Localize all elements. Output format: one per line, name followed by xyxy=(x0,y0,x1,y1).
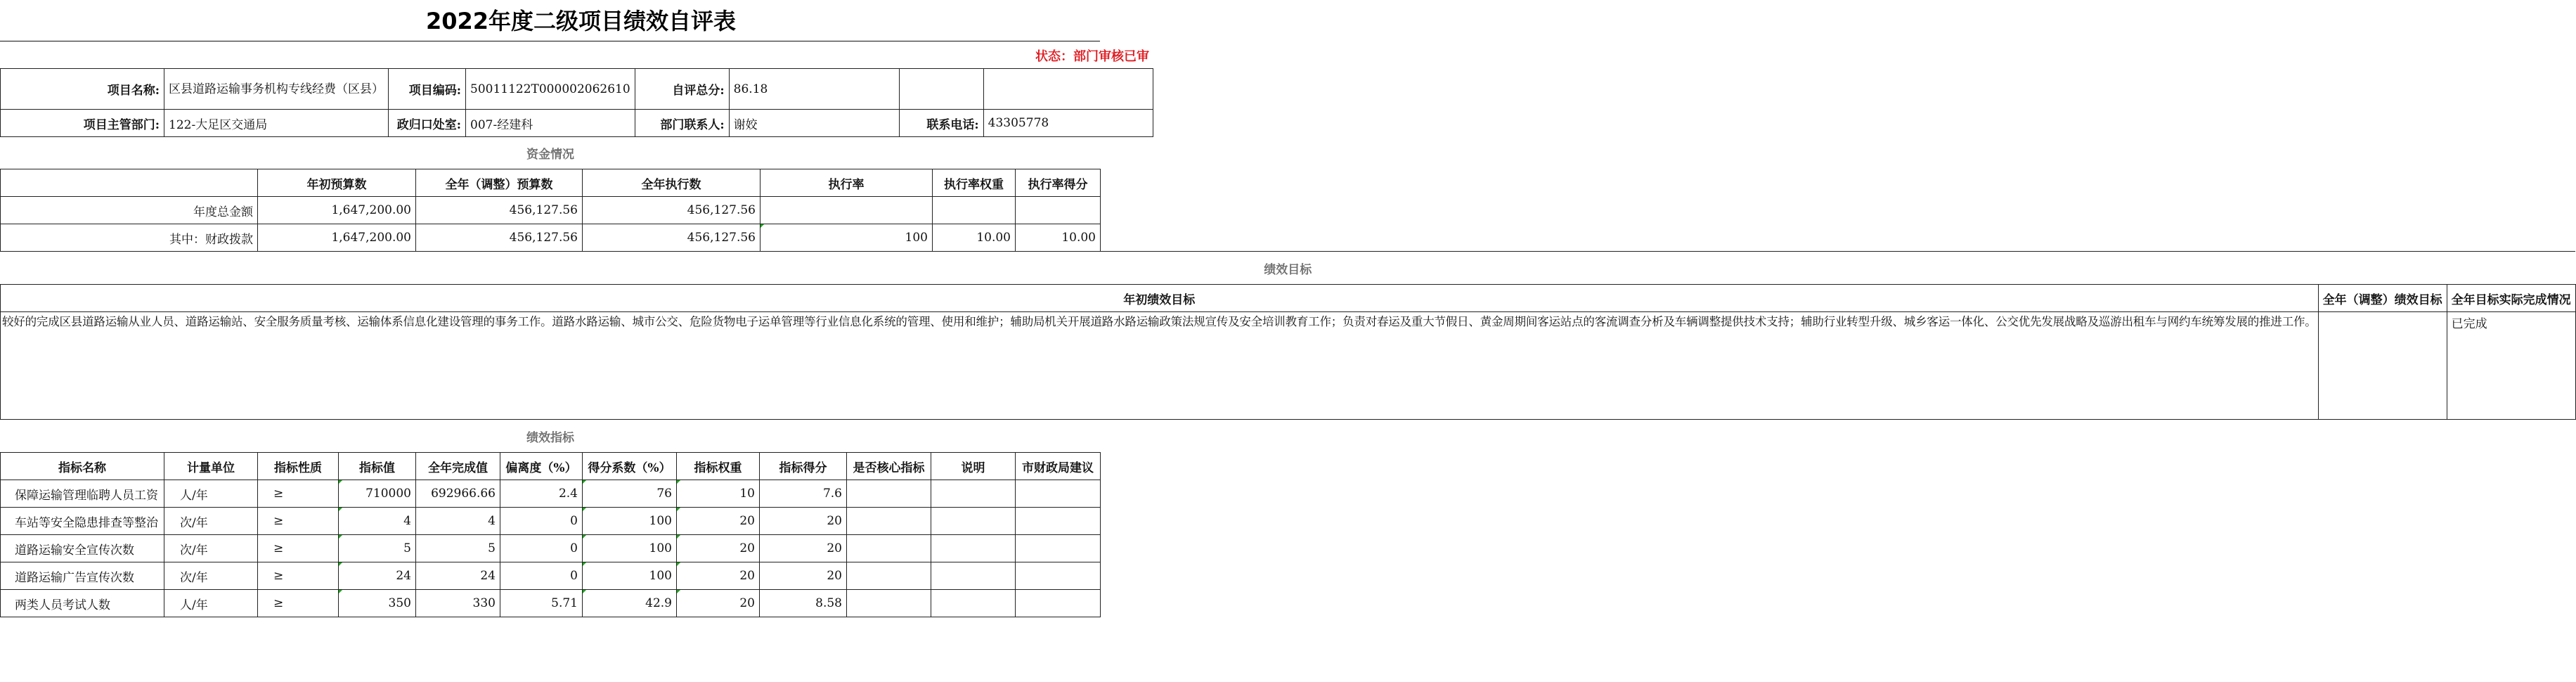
funds-cell xyxy=(933,197,1016,224)
goals-section-title: 绩效目标 xyxy=(1,252,2576,285)
funds-cell: 456,127.56 xyxy=(583,197,760,224)
funds-cell: 456,127.56 xyxy=(416,224,583,252)
ind-header-nature: 指标性质 xyxy=(258,453,339,480)
indicator-unit: 人/年 xyxy=(164,590,258,617)
cell-marker xyxy=(339,508,342,511)
indicator-unit: 次/年 xyxy=(164,508,258,535)
indicator-empty-cell xyxy=(931,590,1016,617)
indicator-score: 20 xyxy=(760,535,847,562)
goals-header-initial: 年初绩效目标 xyxy=(1,285,2319,312)
indicator-nature: ≥ xyxy=(258,590,339,617)
indicator-empty-cell xyxy=(1016,535,1101,562)
funds-row-fiscal xyxy=(1,224,1101,252)
indicator-weight: 10 xyxy=(677,480,760,508)
indicator-nature: ≥ xyxy=(258,535,339,562)
indicator-empty-cell xyxy=(931,480,1016,508)
goals-header-actual: 全年目标实际完成情况 xyxy=(2447,285,2575,312)
indicator-name: 车站等安全隐患排查等整治 xyxy=(1,508,164,535)
funds-cell: 10.00 xyxy=(1016,224,1101,252)
indicator-unit: 人/年 xyxy=(164,480,258,508)
funds-header-rate-score: 执行率得分 xyxy=(1016,169,1101,197)
phone-label: 联系电话: xyxy=(899,110,983,137)
cell-marker xyxy=(677,508,680,511)
cell-marker xyxy=(760,224,764,228)
ind-header-score: 指标得分 xyxy=(760,453,847,480)
adjusted-goal-text xyxy=(2318,312,2447,420)
indicator-name: 两类人员考试人数 xyxy=(1,590,164,617)
indicator-empty-cell xyxy=(1016,562,1101,590)
dept-value: 122-大足区交通局 xyxy=(164,110,389,137)
indicator-weight: 20 xyxy=(677,535,760,562)
funds-table xyxy=(0,136,1101,252)
indicator-nature: ≥ xyxy=(258,508,339,535)
cell-marker xyxy=(583,562,586,566)
project-name-label: 项目名称: xyxy=(1,69,164,110)
goals-header-adjusted: 全年（调整）绩效目标 xyxy=(2318,285,2447,312)
ind-header-target: 指标值 xyxy=(339,453,416,480)
cell-marker xyxy=(677,535,680,539)
indicator-row xyxy=(1,562,1101,590)
ind-header-note: 说明 xyxy=(931,453,1016,480)
funds-header-adjusted-budget: 全年（调整）预算数 xyxy=(416,169,583,197)
ind-header-core: 是否核心指标 xyxy=(847,453,931,480)
status-badge: 状态：部门审核已审 xyxy=(1035,49,1149,64)
funds-cell: 456,127.56 xyxy=(416,197,583,224)
indicator-empty-cell xyxy=(1016,590,1101,617)
cell-marker xyxy=(339,535,342,539)
indicator-target: 710000 xyxy=(339,480,416,508)
funds-cell: 1,647,200.00 xyxy=(258,197,416,224)
cell-marker xyxy=(677,590,680,593)
indicator-actual: 692966.66 xyxy=(416,480,500,508)
indicator-row xyxy=(1,590,1101,617)
project-code-label: 项目编码: xyxy=(389,69,466,110)
indicator-target: 24 xyxy=(339,562,416,590)
project-info-table xyxy=(0,68,1153,137)
cell-marker xyxy=(339,590,342,593)
funds-row-label: 年度总金额 xyxy=(1,197,258,224)
funds-cell: 1,647,200.00 xyxy=(258,224,416,252)
indicator-coef: 100 xyxy=(583,508,677,535)
indicator-deviation: 0 xyxy=(500,535,583,562)
funds-section-title: 资金情况 xyxy=(1,137,1101,169)
indicator-deviation: 0 xyxy=(500,562,583,590)
indicator-name: 保障运输管理临聘人员工资 xyxy=(1,480,164,508)
indicator-unit: 次/年 xyxy=(164,562,258,590)
indicator-deviation: 2.4 xyxy=(500,480,583,508)
indicator-empty-cell xyxy=(847,508,931,535)
funds-cell: 10.00 xyxy=(933,224,1016,252)
dept-label: 项目主管部门: xyxy=(1,110,164,137)
indicator-coef: 42.9 xyxy=(583,590,677,617)
indicator-row xyxy=(1,508,1101,535)
indicator-empty-cell xyxy=(931,508,1016,535)
indicator-name: 道路运输广告宣传次数 xyxy=(1,562,164,590)
cell-marker xyxy=(583,508,586,511)
indicator-row xyxy=(1,480,1101,508)
indicator-name: 道路运输安全宣传次数 xyxy=(1,535,164,562)
indicator-score: 7.6 xyxy=(760,480,847,508)
indicator-actual: 24 xyxy=(416,562,500,590)
indicator-empty-cell xyxy=(931,562,1016,590)
funds-cell: 456,127.56 xyxy=(583,224,760,252)
cell-marker xyxy=(677,480,680,484)
goals-table xyxy=(0,251,2576,420)
cell-marker xyxy=(583,590,586,593)
indicator-score: 20 xyxy=(760,508,847,535)
funds-cell xyxy=(760,197,933,224)
indicator-weight: 20 xyxy=(677,562,760,590)
funds-cell: 100 xyxy=(760,224,933,252)
project-code-value: 50011122T000002062610 xyxy=(466,69,635,110)
indicator-actual: 5 xyxy=(416,535,500,562)
indicator-deviation: 0 xyxy=(500,508,583,535)
cell-marker xyxy=(583,535,586,539)
indicator-unit: 次/年 xyxy=(164,535,258,562)
indicator-coef: 100 xyxy=(583,562,677,590)
self-score-label: 自评总分: xyxy=(635,69,729,110)
indicator-empty-cell xyxy=(1016,480,1101,508)
cell-marker xyxy=(339,480,342,484)
funds-row-total xyxy=(1,197,1101,224)
indicators-body xyxy=(1,480,1101,617)
indicator-empty-cell xyxy=(847,590,931,617)
empty-cell xyxy=(983,69,1153,110)
ind-header-unit: 计量单位 xyxy=(164,453,258,480)
ind-header-actual: 全年完成值 xyxy=(416,453,500,480)
ind-header-coef: 得分系数（%） xyxy=(583,453,677,480)
ind-header-deviation: 偏离度（%） xyxy=(500,453,583,480)
indicator-row xyxy=(1,535,1101,562)
indicator-nature: ≥ xyxy=(258,562,339,590)
cell-marker xyxy=(677,562,680,566)
indicator-weight: 20 xyxy=(677,508,760,535)
initial-goal-text: 较好的完成区县道路运输从业人员、道路运输站、安全服务质量考核、运输体系信息化建设管理的事务工作。道路水路运输、城市公交、危险货物电子运单管理等行业信息化系统的管理、使用和维护；辅助局机关开展道路水路运输政策法规宣传及安全培训教育工作；负责对春运及重大节假日、黄金周期间客运站点的客流调查分析及车辆调整提供技术支持；辅助行业转型升级、城乡客运一体化、公交优先发展战略及巡游出租车与网约车统筹发展的推进工作。 xyxy=(1,312,2319,420)
funds-header-executed: 全年执行数 xyxy=(583,169,760,197)
indicator-empty-cell xyxy=(931,535,1016,562)
indicator-nature: ≥ xyxy=(258,480,339,508)
cell-marker xyxy=(583,480,586,484)
indicator-coef: 76 xyxy=(583,480,677,508)
self-score-value: 86.18 xyxy=(729,69,899,110)
indicator-empty-cell xyxy=(1016,508,1101,535)
indicators-section-title: 绩效指标 xyxy=(1,420,1101,453)
indicator-actual: 330 xyxy=(416,590,500,617)
indicator-empty-cell xyxy=(847,535,931,562)
indicator-weight: 20 xyxy=(677,590,760,617)
ind-header-name: 指标名称 xyxy=(1,453,164,480)
office-label: 政归口处室: xyxy=(389,110,466,137)
indicator-actual: 4 xyxy=(416,508,500,535)
funds-row-label: 其中：财政拨款 xyxy=(1,224,258,252)
indicator-empty-cell xyxy=(847,480,931,508)
indicators-table xyxy=(0,419,1101,617)
indicator-target: 350 xyxy=(339,590,416,617)
indicator-score: 8.58 xyxy=(760,590,847,617)
funds-header-rate-weight: 执行率权重 xyxy=(933,169,1016,197)
indicator-target: 5 xyxy=(339,535,416,562)
phone-value: 43305778 xyxy=(983,110,1153,137)
funds-header-blank xyxy=(1,169,258,197)
empty-cell xyxy=(899,69,983,110)
actual-goal-text: 已完成 xyxy=(2447,312,2575,420)
funds-cell xyxy=(1016,197,1101,224)
project-name-value: 区县道路运输事务机构专线经费（区县） xyxy=(164,69,389,110)
cell-marker xyxy=(339,562,342,566)
indicator-coef: 100 xyxy=(583,535,677,562)
indicator-empty-cell xyxy=(847,562,931,590)
funds-header-exec-rate: 执行率 xyxy=(760,169,933,197)
ind-header-advice: 市财政局建议 xyxy=(1016,453,1101,480)
indicator-target: 4 xyxy=(339,508,416,535)
contact-value: 谢姣 xyxy=(729,110,899,137)
ind-header-weight: 指标权重 xyxy=(677,453,760,480)
indicator-score: 20 xyxy=(760,562,847,590)
indicator-deviation: 5.71 xyxy=(500,590,583,617)
page-title: 2022年度二级项目绩效自评表 xyxy=(425,8,737,34)
office-value: 007-经建科 xyxy=(466,110,635,137)
contact-label: 部门联系人: xyxy=(635,110,729,137)
funds-header-initial-budget: 年初预算数 xyxy=(258,169,416,197)
